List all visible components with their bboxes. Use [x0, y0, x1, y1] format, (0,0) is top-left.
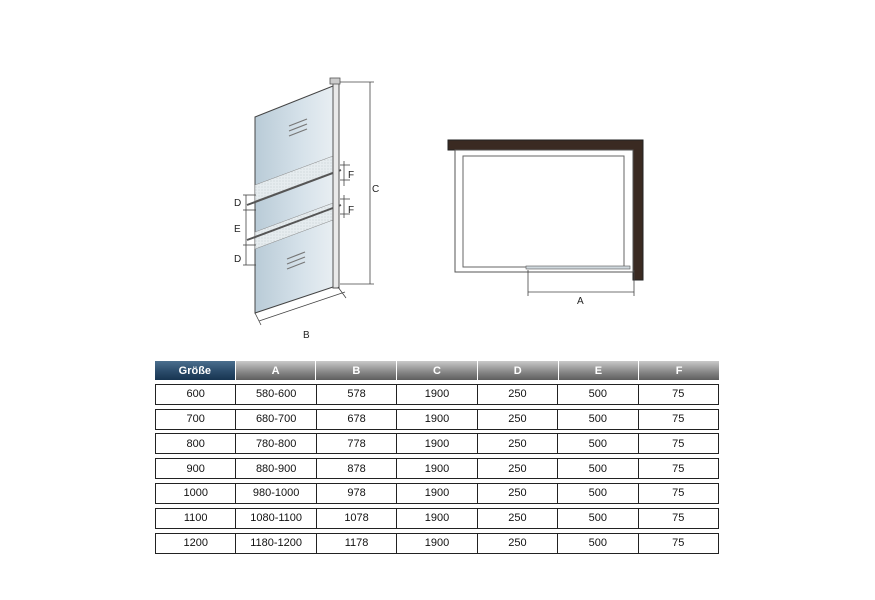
header-size: Größe	[155, 361, 235, 380]
table-cell: 1078	[316, 508, 397, 529]
table-cell: 75	[638, 409, 719, 430]
size-table	[155, 361, 719, 554]
table-cell: 250	[477, 483, 558, 504]
dim-label-b: B	[303, 330, 310, 341]
dim-label-d-upper: D	[234, 198, 242, 209]
dim-label-f-lower: F	[348, 205, 355, 216]
table-cell: 500	[557, 384, 638, 405]
table-cell: 250	[477, 384, 558, 405]
table-cell: 900	[155, 458, 236, 479]
table-cell: 75	[638, 433, 719, 454]
dim-label-a: A	[577, 296, 584, 307]
table-cell: 878	[316, 458, 397, 479]
header-e: E	[558, 361, 639, 380]
wall-profile	[333, 82, 339, 288]
table-row	[155, 533, 719, 554]
profile-cap	[330, 78, 340, 84]
table-cell: 980-1000	[235, 483, 316, 504]
top-view	[448, 140, 643, 307]
table-cell: 978	[316, 483, 397, 504]
table-cell: 1100	[155, 508, 236, 529]
table-cell: 75	[638, 483, 719, 504]
table-cell: 778	[316, 433, 397, 454]
table-cell: 1178	[316, 533, 397, 554]
table-cell: 75	[638, 533, 719, 554]
table-cell: 500	[557, 458, 638, 479]
header-d: D	[477, 361, 558, 380]
shower-tray-inner	[463, 156, 624, 267]
table-header-row	[155, 361, 719, 380]
table-row	[155, 508, 719, 529]
table-cell: 500	[557, 409, 638, 430]
glass-panel	[255, 86, 333, 313]
table-cell: 1180-1200	[235, 533, 316, 554]
table-cell: 1900	[396, 483, 477, 504]
table-cell: 780-800	[235, 433, 316, 454]
table-cell: 250	[477, 508, 558, 529]
table-cell: 1080-1100	[235, 508, 316, 529]
table-cell: 1900	[396, 384, 477, 405]
shower-panel-view	[234, 78, 379, 341]
table-cell: 1900	[396, 409, 477, 430]
dim-label-f-upper: F	[348, 170, 355, 181]
table-cell: 500	[557, 533, 638, 554]
table-cell: 800	[155, 433, 236, 454]
dim-label-e: E	[234, 224, 241, 235]
table-row	[155, 409, 719, 430]
table-cell: 680-700	[235, 409, 316, 430]
table-cell: 500	[557, 483, 638, 504]
table-cell: 678	[316, 409, 397, 430]
table-row	[155, 384, 719, 405]
table-cell: 75	[638, 508, 719, 529]
table-cell: 75	[638, 458, 719, 479]
table-cell: 1200	[155, 533, 236, 554]
table-cell: 1900	[396, 533, 477, 554]
table-cell: 580-600	[235, 384, 316, 405]
table-cell: 500	[557, 508, 638, 529]
header-f: F	[638, 361, 719, 380]
table-cell: 1000	[155, 483, 236, 504]
table-row	[155, 483, 719, 504]
table-cell: 1900	[396, 433, 477, 454]
table-cell: 250	[477, 409, 558, 430]
glass-panel-top	[526, 266, 630, 269]
table-cell: 700	[155, 409, 236, 430]
table-cell: 578	[316, 384, 397, 405]
table-cell: 250	[477, 458, 558, 479]
header-c: C	[396, 361, 477, 380]
table-cell: 600	[155, 384, 236, 405]
dim-label-d-lower: D	[234, 254, 242, 265]
header-a: A	[235, 361, 316, 380]
table-cell: 1900	[396, 508, 477, 529]
table-cell: 75	[638, 384, 719, 405]
table-row	[155, 433, 719, 454]
table-cell: 1900	[396, 458, 477, 479]
table-cell: 500	[557, 433, 638, 454]
table-cell: 250	[477, 533, 558, 554]
dim-label-c: C	[372, 184, 380, 195]
table-cell: 250	[477, 433, 558, 454]
table-cell: 880-900	[235, 458, 316, 479]
header-b: B	[315, 361, 396, 380]
table-row	[155, 458, 719, 479]
